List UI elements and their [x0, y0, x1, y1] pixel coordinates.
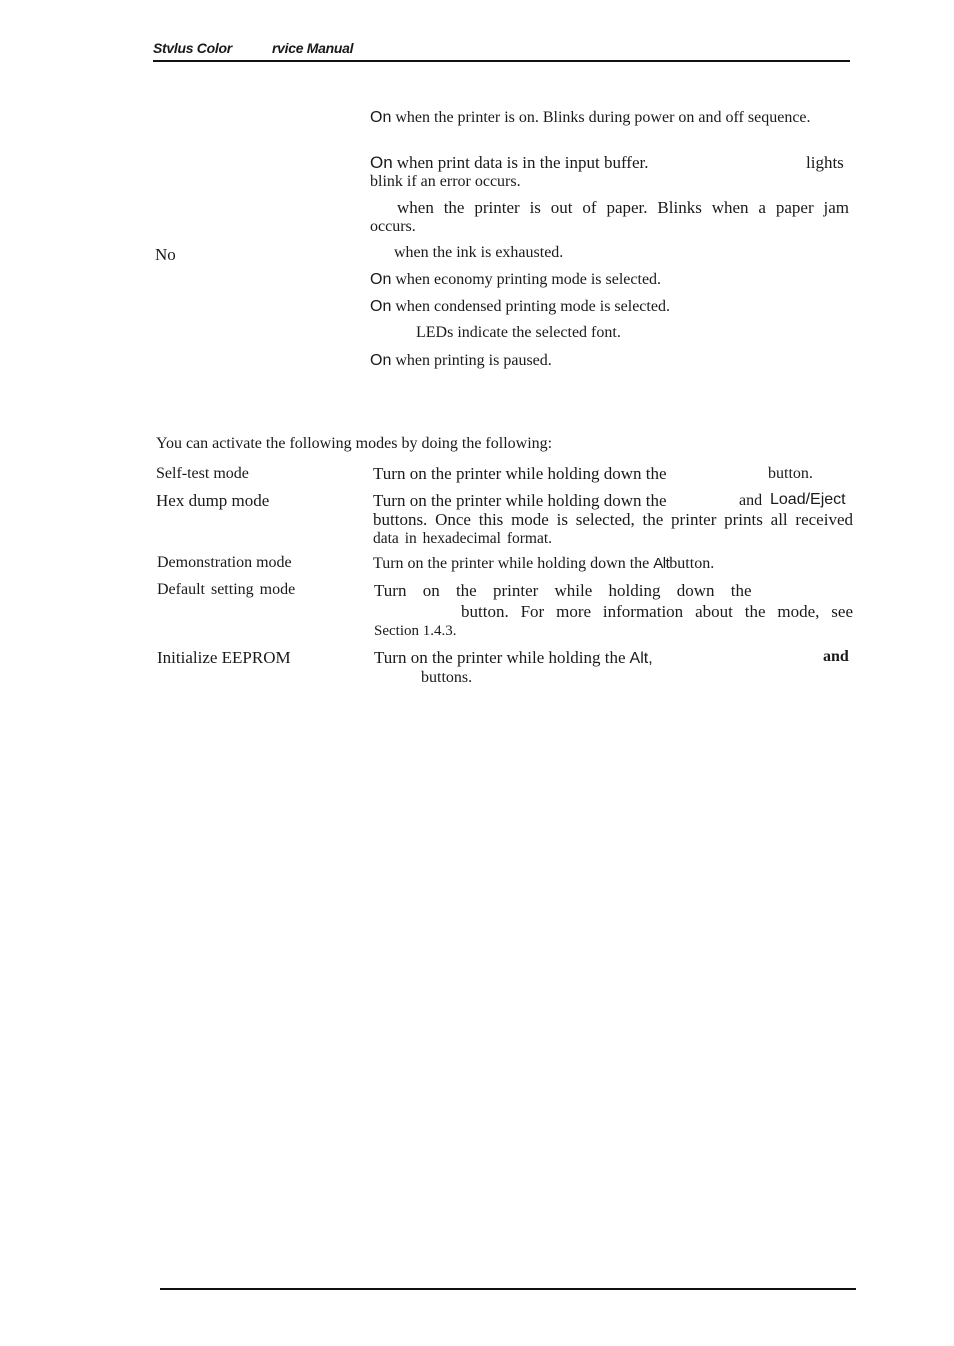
mode-desc: Turn on the printer while holding down the Altbutton.: [373, 555, 715, 572]
indicator-text-line2: occurs.: [370, 218, 416, 235]
button-name-alt: Alt: [653, 555, 670, 572]
footer-rule: [160, 1288, 856, 1290]
header-title-left: Stvlus Color: [153, 40, 232, 56]
indicator-row-economy: [370, 271, 661, 289]
indicator-row-condensed: [370, 298, 670, 316]
indicator-row-pause: [370, 352, 552, 370]
mode-desc: Turn on the printer while holding the Alt,: [374, 648, 653, 667]
mode-name: Demonstration mode: [157, 554, 292, 571]
indicator-keyword: On: [370, 298, 392, 315]
indicator-row-data: [370, 153, 649, 173]
modes-intro: You can activate the following modes by doing the following:: [156, 435, 553, 452]
indicator-row-paper-out: when the printer is out of paper. Blinks when a paper jam: [397, 198, 849, 217]
mode-name: Hex dump mode: [156, 491, 270, 510]
header-rule: [153, 60, 850, 62]
indicator-left-label: No: [155, 245, 176, 264]
mode-desc: Turn on the printer while holding down the: [373, 464, 667, 483]
mode-desc: and: [823, 648, 849, 665]
indicator-text: when the printer is on. Blinks during power on and off sequence.: [395, 109, 811, 126]
mode-desc: button.: [768, 465, 813, 482]
mode-desc-line3: data in hexadecimal format.: [373, 530, 553, 547]
indicator-text: when printing is paused.: [395, 352, 552, 369]
indicator-keyword: On: [370, 352, 392, 369]
indicator-text: when condensed printing mode is selected.: [395, 298, 670, 315]
indicator-text: when print data is in the input buffer.: [396, 153, 649, 172]
mode-desc: Turn on the printer while holding down the: [374, 581, 752, 600]
button-name-load-eject: Load/Eject: [770, 491, 846, 508]
indicator-text: when economy printing mode is selected.: [395, 271, 662, 288]
mode-name: Default setting mode: [157, 581, 296, 598]
mode-desc-line3: Section 1.4.3.: [374, 623, 457, 639]
button-name-alt: Alt,: [629, 650, 653, 667]
indicator-row-power: [370, 109, 811, 127]
mode-desc: Turn on the printer while holding down the: [373, 491, 667, 510]
header-title-right: rvice Manual: [272, 40, 354, 56]
indicator-text-trailing: lights: [806, 153, 844, 172]
indicator-keyword: On: [370, 109, 392, 126]
indicator-row-ink-out: when the ink is exhausted.: [394, 244, 564, 261]
mode-desc: and: [739, 492, 763, 509]
mode-name: Self-test mode: [156, 465, 249, 482]
indicator-text-line2: blink if an error occurs.: [370, 173, 521, 190]
mode-desc-line2: button. For more information about the mode, see: [461, 602, 853, 621]
mode-desc-line2: buttons. Once this mode is selected, the printer prints all received: [373, 510, 853, 529]
mode-name: Initialize EEPROM: [157, 648, 291, 667]
indicator-keyword: On: [370, 153, 393, 172]
indicator-row-font: LEDs indicate the selected font.: [416, 324, 621, 341]
indicator-keyword: On: [370, 271, 392, 288]
mode-desc-line2: buttons.: [421, 669, 473, 686]
